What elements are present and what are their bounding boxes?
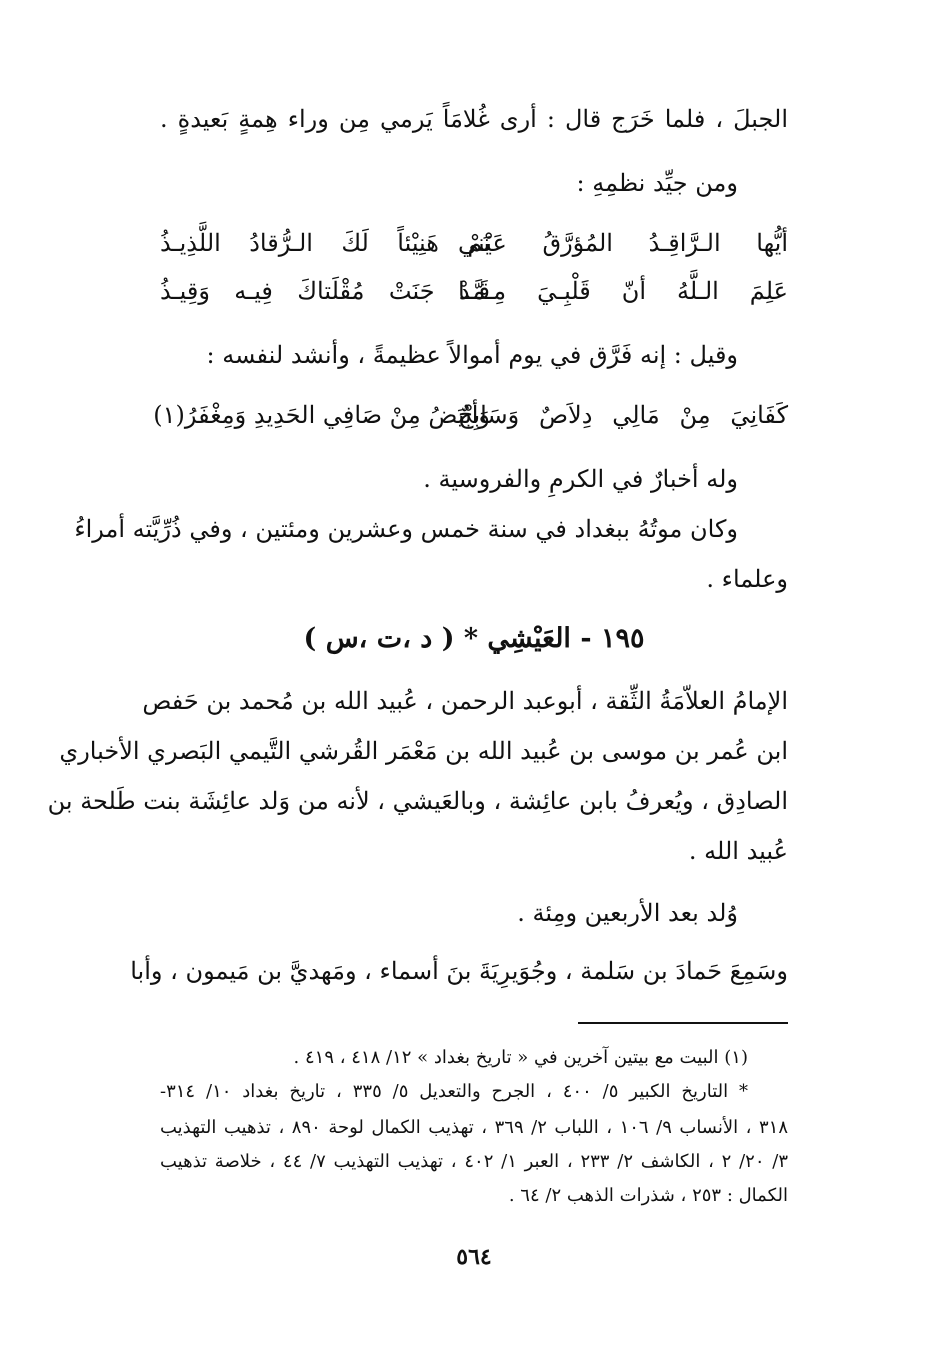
footnote: * التاريخ الكبير ٥/ ٤٠٠ ، الجرح والتعديل ٥/ ٣٣٥ ، تاريخ بغداد ١٠/ ٣١٤- [160, 1081, 749, 1102]
verse-hemistich-right: عَلِمَ الـلَّهُ أنّ قَلْبِـيَ مِـمَّـا [458, 277, 788, 305]
entry-line: الإمامُ العلاّمَةُ الثِّقة ، أبوعبد الرحمن ، عُبيد الله بن مُحمد بن حَفص [142, 687, 788, 715]
footnote: الكمال : ٢٥٣ ، شذرات الذهب ٢/ ٦٤ . [508, 1185, 788, 1206]
body-line: الجبلَ ، فلما خَرَج قال : أرى غُلامَاً يَرمي مِن وراء هِمةٍ بَعيدةٍ . [160, 105, 788, 133]
entry-line: ابن عُمر بن موسى بن عُبيد الله بن مَعْمَر القُرشي التَّيمي البَصري الأخباري [59, 737, 788, 765]
entry-heading: ١٩٥ - العَيْشِي * ( د ،ت ،س ) [303, 623, 645, 654]
footnote: (١) البيت مع بيتين آخرين في « تاريخ بغداد » ١٢/ ٤١٨ ، ٤١٩ . [293, 1047, 748, 1068]
footnote: ٣١٨ ، الأنساب ٩/ ١٠٦ ، اللباب ٢/ ٣٦٩ ، تهذيب الكمال لوحة ٨٩٠ ، تذهيب التهذيب [160, 1117, 789, 1138]
page-number: ٥٦٤ [456, 1244, 492, 1270]
verse-hemistich-right: أيُّها الـرَّاقِـدُ المُؤرَّقُ عَيْني [458, 229, 788, 257]
body-line: وله أخبارٌ في الكرمِ والفروسية . [423, 465, 738, 493]
verse-hemistich-right: كَفَانِيَ مِنْ مَالِي دِلاَصٌ وَسَابِحٌ [458, 401, 788, 429]
footnote: ٣/ ٢٠/ ٢ ، الكاشف ٢/ ٢٣٣ ، العبر ١/ ٤٠٢ ، تهذيب التهذيب ٧/ ٤٤ ، خلاصة تذهيب [160, 1151, 789, 1172]
body-line: وعلماء . [706, 565, 788, 593]
verse-hemistich-left: نَمْ هَنِيْئاً لَكَ الـرُّقادُ اللَّذِيـذُ [160, 229, 490, 257]
entry-line: وسَمِعَ حَمادَ بن سَلمة ، وجُوَيرِيَةَ بنَ أسماء ، ومَهديَّ بن مَيمون ، وأبا [130, 957, 788, 985]
body-line: وكان موتُهُ ببغداد في سنة خمس وعشرين ومئتين ، وفي ذُرِّيَّته أمراءُ [74, 515, 738, 543]
entry-line: وُلد بعد الأربعين ومِئة . [517, 899, 738, 927]
footnote-separator [578, 1022, 788, 1024]
entry-line: الصادِق ، ويُعرفُ بابن عائِشة ، وبالعَيشي ، لأنه من وَلد عائِشَة بنت طَلحة بن [47, 787, 788, 815]
body-line: ومن جيِّد نظمِهِ : [576, 169, 738, 197]
verse-hemistich-left: وَأبْيَضُ مِنْ صَافِي الحَدِيدِ وَمِغْفَرُ(١) [153, 401, 490, 429]
verse-hemistich-left: قَـدْ جَنَتْ مُقْلَتاكَ فِيـه وَقِيـذُ [160, 277, 490, 305]
body-line: وقيل : إنه فَرَّق في يوم أموالاً عظيمةً ، وأنشد لنفسه : [206, 341, 738, 369]
entry-line: عُبيد الله . [688, 837, 788, 865]
